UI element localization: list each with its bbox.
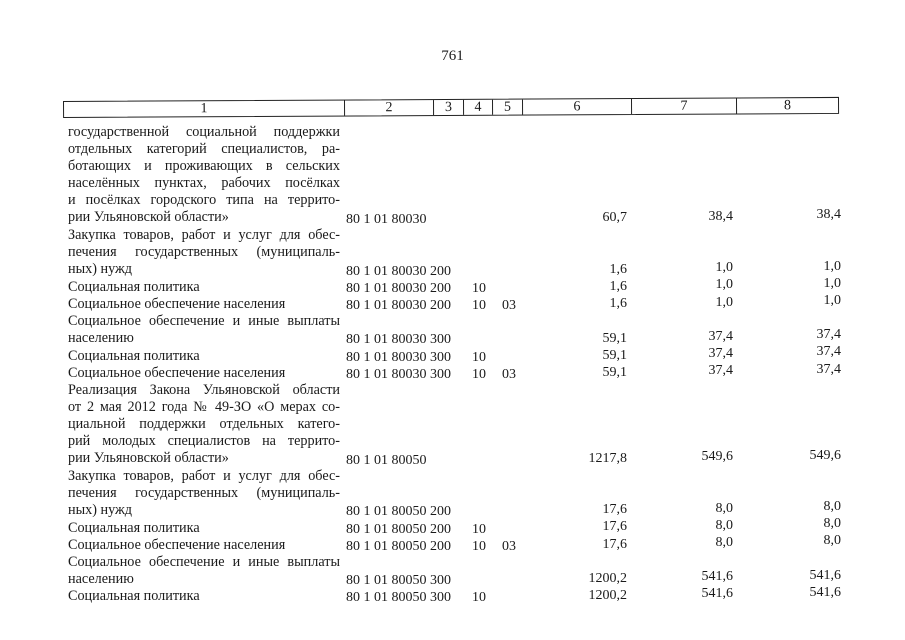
row-value-col7: 541,6: [701, 586, 733, 602]
row-value-col6: 1217,8: [588, 450, 627, 466]
row-value-col7: 8,0: [715, 534, 733, 550]
row-code: 80 1 01 80050 300: [346, 590, 451, 606]
row-code: 80 1 01 80050 200: [346, 521, 451, 537]
row-value-col8: 541,6: [809, 567, 841, 583]
row-code: 80 1 01 80030 300: [346, 349, 451, 365]
row-description-line: населению: [68, 330, 134, 347]
row-description-line: населению: [68, 571, 134, 587]
row-description-line: печения государственных (муниципаль-: [68, 485, 340, 501]
row-value-col7: 37,4: [708, 328, 733, 344]
row-value-col6: 59,1: [602, 330, 627, 346]
row-subsection: 03: [502, 298, 516, 313]
column-header-5: 5: [503, 99, 512, 115]
row-description-line: от 2 мая 2012 года № 49-ЗО «О мерах со-: [68, 399, 340, 415]
row-description-line: Социальное обеспечение населения: [68, 364, 286, 381]
row-value-col7: 1,0: [715, 294, 733, 310]
column-header-1: 1: [200, 101, 208, 117]
row-description-line: государственной социальной поддержки: [68, 124, 340, 140]
row-value-col6: 59,1: [602, 364, 627, 380]
row-description-line: ных) нужд: [68, 502, 133, 518]
row-value-col6: 17,6: [602, 502, 627, 518]
row-value-col6: 17,6: [602, 536, 627, 552]
row-description: [68, 227, 340, 278]
row-value-col8: 1,0: [823, 275, 841, 291]
row-value-col7: 1,0: [715, 260, 733, 276]
row-description: [68, 296, 340, 313]
row-description-line: Реализация Закона Ульяновской области: [68, 382, 340, 398]
row-value-col6: 17,6: [602, 519, 627, 535]
row-value-col8: 37,4: [816, 344, 841, 360]
row-description: [68, 382, 340, 467]
column-header-4: 4: [474, 99, 482, 115]
row-description-line: Социальная политика: [68, 588, 200, 605]
row-description-line: Социальное обеспечение населения: [68, 536, 286, 553]
row-section: 10: [472, 590, 486, 606]
row-description-line: Социальная политика: [68, 347, 200, 364]
row-value-col7: 541,6: [701, 569, 733, 585]
column-header-6: 6: [573, 99, 581, 115]
row-value-col8: 1,0: [823, 258, 841, 274]
row-value-col6: 1200,2: [588, 587, 627, 603]
row-description-line: Закупка товаров, работ и услуг для обес-: [68, 227, 340, 244]
row-value-col6: 1,6: [609, 296, 627, 312]
row-description-line: и посёлках городского типа на террито-: [68, 192, 340, 208]
row-value-col7: 37,4: [708, 363, 733, 379]
row-code: 80 1 01 80030 300: [346, 332, 451, 348]
row-description-line: Социальное обеспечение населения: [68, 296, 286, 312]
row-section: 10: [472, 298, 486, 313]
row-subsection: 03: [502, 366, 516, 382]
row-description-line: населённых пунктах, рабочих посёлках: [68, 175, 340, 191]
row-description-line: Социальная политика: [68, 278, 200, 295]
row-value-col8: 38,4: [816, 207, 841, 223]
row-code: 80 1 01 80030: [346, 212, 427, 227]
row-description: [68, 124, 340, 226]
row-description-line: Социальная политика: [68, 519, 200, 536]
row-value-col8: 37,4: [816, 361, 841, 377]
row-description-line: Закупка товаров, работ и услуг для обес-: [68, 468, 340, 484]
row-description: [68, 537, 340, 554]
row-subsection: 03: [502, 538, 516, 554]
row-description: [68, 588, 340, 605]
row-code: 80 1 01 80030 200: [346, 298, 451, 313]
row-value-col6: 1,6: [609, 279, 627, 295]
column-header-7: 7: [680, 98, 688, 114]
row-code: 80 1 01 80030 200: [346, 280, 451, 296]
row-value-col8: 541,6: [809, 584, 841, 600]
column-header-2: 2: [385, 100, 393, 116]
row-description-line: рии Ульяновской области»: [68, 209, 229, 225]
row-value-col6: 1,6: [609, 261, 627, 277]
row-code: 80 1 01 80050 300: [346, 573, 451, 589]
row-value-col6: 1200,2: [588, 570, 627, 586]
row-code: 80 1 01 80050 200: [346, 538, 451, 554]
row-value-col8: 549,6: [809, 447, 841, 463]
row-description: [68, 279, 340, 296]
row-description: [68, 468, 340, 519]
row-description-line: Социальное обеспечение и иные выплаты: [68, 554, 340, 570]
page-number: 761: [441, 48, 464, 64]
row-section: 10: [472, 538, 486, 554]
row-code: 80 1 01 80050: [346, 452, 427, 468]
row-value-col8: 8,0: [823, 516, 841, 532]
column-header-8: 8: [783, 98, 792, 114]
row-description: [68, 365, 340, 382]
row-description-line: ных) нужд: [68, 261, 133, 278]
row-description: [68, 554, 340, 588]
row-code: 80 1 01 80030 200: [346, 263, 451, 279]
row-value-col8: 37,4: [816, 327, 841, 343]
row-section: 10: [472, 349, 486, 365]
row-code: 80 1 01 80030 300: [346, 366, 451, 382]
row-value-col8: 8,0: [823, 499, 841, 515]
row-value-col6: 60,7: [602, 210, 627, 226]
row-value-col6: 59,1: [602, 347, 627, 363]
row-description-line: отдельных категорий специалистов, ра-: [68, 141, 340, 157]
row-description-line: Социальное обеспечение и иные выплаты: [68, 313, 340, 330]
row-code: 80 1 01 80050 200: [346, 504, 451, 520]
row-value-col7: 38,4: [708, 208, 733, 224]
row-value-col7: 8,0: [715, 517, 733, 533]
row-description: [68, 348, 340, 365]
row-value-col7: 8,0: [715, 500, 733, 516]
row-description-line: печения государственных (муниципаль-: [68, 244, 340, 261]
row-description-line: циальной поддержки отдельных катего-: [68, 416, 340, 432]
column-header-3: 3: [445, 99, 453, 115]
row-section: 10: [472, 280, 486, 296]
row-value-col7: 549,6: [701, 449, 733, 465]
row-section: 10: [472, 366, 486, 382]
row-description: [68, 313, 340, 347]
row-section: 10: [472, 521, 486, 537]
row-description: [68, 520, 340, 537]
row-value-col7: 1,0: [715, 277, 733, 293]
row-value-col7: 37,4: [708, 346, 733, 362]
row-value-col8: 8,0: [823, 533, 841, 549]
row-description-line: рии Ульяновской области»: [68, 450, 229, 466]
row-value-col8: 1,0: [823, 292, 841, 308]
row-description-line: ботающих и проживающих в сельских: [68, 158, 340, 174]
row-description-line: рий молодых специалистов на террито-: [68, 433, 340, 449]
